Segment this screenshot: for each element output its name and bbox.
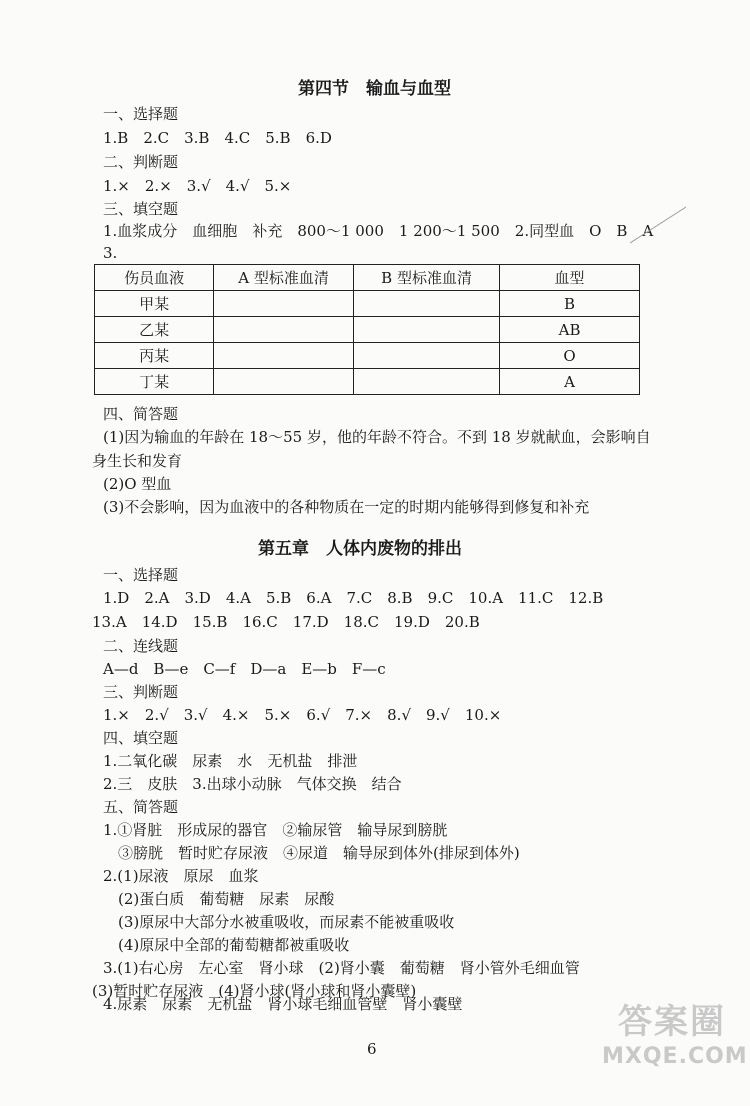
answer-3-cont: (3)暂时贮存尿液 (4)肾小球(肾小球和肾小囊壁)	[92, 982, 417, 1000]
answer-3: (3)不会影响，因为血液中的各种物质在一定的时期内能够得到修复和补充	[103, 498, 590, 516]
answers-fill: 1.血浆成分 血细胞 补充 800～1 000 1 200～1 500 2.同型血 O B A	[103, 222, 654, 240]
heading-choice: 一、选择题	[103, 566, 179, 584]
answer-4: 4.尿素 尿素 无机盐 肾小球毛细血管壁 肾小囊壁	[103, 995, 463, 1013]
heading-short-answer: 四、简答题	[103, 405, 179, 423]
table-header-row	[95, 265, 640, 291]
heading-fill: 三、填空题	[103, 200, 179, 218]
answers-fill-1: 1.二氧化碳 尿素 水 无机盐 排泄	[103, 752, 358, 770]
answers-judge: 1.× 2.√ 3.√ 4.× 5.× 6.√ 7.× 8.√ 9.√ 10.×	[103, 706, 502, 724]
table-cell-name: 乙某	[95, 317, 214, 343]
table-cell-empty	[214, 317, 354, 343]
answers-judge: 1.× 2.× 3.√ 4.√ 5.×	[103, 177, 292, 195]
blood-type-table	[94, 264, 640, 395]
section-title: 第四节 输血与血型	[298, 79, 451, 99]
table-cell-name: 丁某	[95, 369, 214, 395]
chapter-title: 第五章 人体内废物的排出	[258, 539, 462, 559]
table-cell-empty	[354, 291, 500, 317]
table-cell-empty	[214, 291, 354, 317]
heading-short-answer: 五、简答题	[103, 798, 179, 816]
table-header: A 型标准血清	[214, 265, 354, 291]
table-cell-type: O	[500, 343, 640, 369]
answer-1: 1.①肾脏 形成尿的器官 ②输尿管 输导尿到膀胱	[103, 821, 448, 839]
table-cell-type: B	[500, 291, 640, 317]
heading-judge: 三、判断题	[103, 683, 179, 701]
answer-2-part2: (2)蛋白质 葡萄糖 尿素 尿酸	[118, 890, 335, 908]
answer-2: (2)O 型血	[103, 475, 172, 493]
answer-1: (1)因为输血的年龄在 18～55 岁，他的年龄不符合。不到 18 岁就献血，会影响自	[103, 428, 651, 446]
heading-judge: 二、判断题	[103, 153, 179, 171]
answer-1-cont: 身生长和发育	[92, 452, 183, 470]
page-number: 6	[367, 1040, 377, 1058]
answers-fill-2: 2.三 皮肤 3.出球小动脉 气体交换 结合	[103, 775, 402, 793]
table-row	[95, 291, 640, 317]
answer-1-cont: ③膀胱 暂时贮存尿液 ④尿道 输导尿到体外(排尿到体外)	[118, 844, 520, 862]
watermark-url: MXQE.COM	[602, 1044, 748, 1069]
answer-2: 2.(1)尿液 原尿 血浆	[103, 867, 259, 885]
table-cell-name: 甲某	[95, 291, 214, 317]
site-watermark	[602, 1000, 748, 1100]
table-cell-type: A	[500, 369, 640, 395]
answers-fill-3: 3.	[103, 244, 118, 262]
answers-choice-line1: 1.D 2.A 3.D 4.A 5.B 6.A 7.C 8.B 9.C 10.A 11.C 12.B	[103, 589, 604, 607]
table-header: B 型标准血清	[354, 265, 500, 291]
table-cell-empty	[214, 369, 354, 395]
heading-choice: 一、选择题	[103, 105, 179, 123]
table-cell-empty	[354, 343, 500, 369]
table-row	[95, 317, 640, 343]
answers-match: A—d B—e C—f D—a E—b F—c	[103, 660, 386, 678]
answer-2-part3: (3)原尿中大部分水被重吸收，而尿素不能被重吸收	[118, 913, 455, 931]
answer-3: 3.(1)右心房 左心室 肾小球 (2)肾小囊 葡萄糖 肾小管外毛细血管	[103, 959, 580, 977]
table-cell-type: AB	[500, 317, 640, 343]
pencil-mark-icon	[628, 205, 688, 245]
table-cell-name: 丙某	[95, 343, 214, 369]
table-cell-empty	[214, 343, 354, 369]
answers-choice: 1.B 2.C 3.B 4.C 5.B 6.D	[103, 129, 332, 147]
table-header: 血型	[500, 265, 640, 291]
table-row	[95, 343, 640, 369]
table-header: 伤员血液	[95, 265, 214, 291]
heading-fill: 四、填空题	[103, 729, 179, 747]
answers-choice-line2: 13.A 14.D 15.B 16.C 17.D 18.C 19.D 20.B	[92, 613, 480, 631]
table-cell-empty	[354, 369, 500, 395]
heading-match: 二、连线题	[103, 637, 179, 655]
table-cell-empty	[354, 317, 500, 343]
answer-2-part4: (4)原尿中全部的葡萄糖都被重吸收	[118, 936, 350, 954]
table-row	[95, 369, 640, 395]
watermark-logo: 答案圈	[618, 1002, 726, 1042]
